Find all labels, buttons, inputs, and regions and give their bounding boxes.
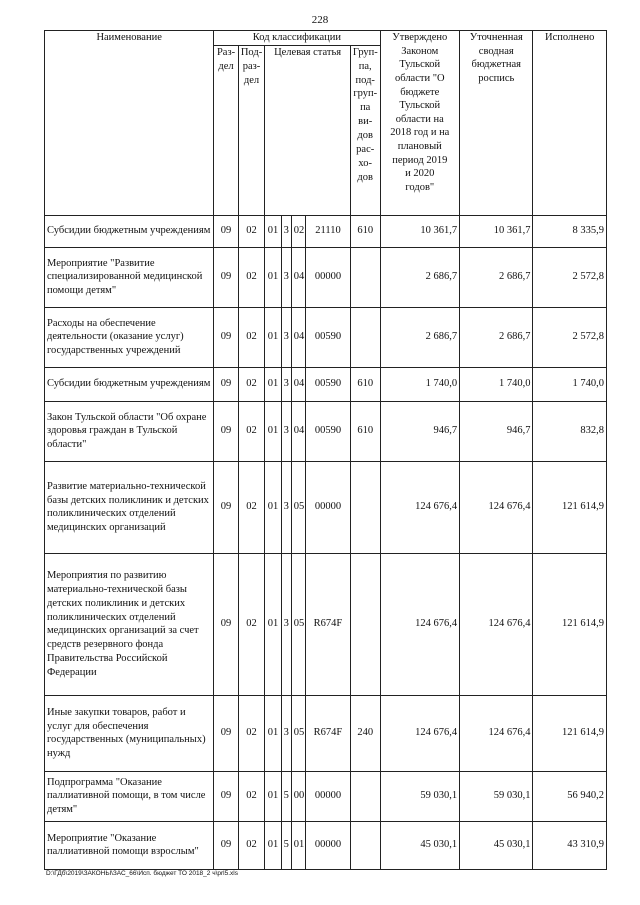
row-executed: 1 740,0: [533, 367, 607, 401]
row-executed: 2 572,8: [533, 307, 607, 367]
row-code-2: 3: [281, 695, 291, 771]
table-row: [45, 247, 607, 307]
row-group: 610: [350, 401, 380, 461]
row-refined: 124 676,4: [460, 553, 533, 695]
row-approved: 1 740,0: [380, 367, 460, 401]
row-approved: 124 676,4: [380, 461, 460, 553]
footer-file-path: D:\ГДб\2019\ЗАКОНЫ\ЗАС_66\Исп. бюджет ТО 2018_2 ч\prl5.xls: [46, 870, 238, 877]
row-refined: 2 686,7: [460, 247, 533, 307]
row-code-1: 01: [265, 307, 281, 367]
header-target-article: Целевая статья: [265, 45, 351, 215]
row-code-1: 01: [265, 461, 281, 553]
row-refined: 2 686,7: [460, 307, 533, 367]
row-subsection: 02: [238, 695, 265, 771]
row-code-2: 3: [281, 367, 291, 401]
row-approved: 2 686,7: [380, 247, 460, 307]
row-section: 09: [214, 553, 238, 695]
row-section: 09: [214, 401, 238, 461]
row-group: 240: [350, 695, 380, 771]
table-header: [45, 31, 607, 216]
row-section: 09: [214, 695, 238, 771]
row-code-1: 01: [265, 771, 281, 821]
table-row: [45, 215, 607, 247]
row-code-3: 04: [291, 367, 305, 401]
row-group: [350, 247, 380, 307]
row-refined: 10 361,7: [460, 215, 533, 247]
row-group: [350, 821, 380, 869]
row-code-2: 5: [281, 821, 291, 869]
row-code-2: 3: [281, 307, 291, 367]
row-refined: 1 740,0: [460, 367, 533, 401]
row-refined: 59 030,1: [460, 771, 533, 821]
row-code-4: 00590: [306, 367, 351, 401]
row-code-4: 00590: [306, 307, 351, 367]
row-approved: 10 361,7: [380, 215, 460, 247]
row-code-3: 02: [291, 215, 305, 247]
row-group: 610: [350, 367, 380, 401]
row-approved: 946,7: [380, 401, 460, 461]
row-code-2: 3: [281, 247, 291, 307]
table-body: [45, 215, 607, 869]
row-section: 09: [214, 771, 238, 821]
row-code-1: 01: [265, 695, 281, 771]
table-row: [45, 695, 607, 771]
header-name: Наименование: [45, 31, 214, 216]
table-row: [45, 771, 607, 821]
table-row: [45, 307, 607, 367]
header-refined: Уточненная сводная бюджетная роспись: [460, 31, 533, 216]
row-group: 610: [350, 215, 380, 247]
row-name: Расходы на обеспечение деятельности (оказание услуг) государственных учреждений: [45, 307, 214, 367]
row-group: [350, 307, 380, 367]
row-code-4: 00000: [306, 461, 351, 553]
row-code-4: 00000: [306, 247, 351, 307]
row-executed: 121 614,9: [533, 695, 607, 771]
row-name: Мероприятие "Развитие специализированной медицинской помощи детям": [45, 247, 214, 307]
row-refined: 124 676,4: [460, 695, 533, 771]
row-group: [350, 771, 380, 821]
row-executed: 2 572,8: [533, 247, 607, 307]
row-code-4: 00000: [306, 821, 351, 869]
row-subsection: 02: [238, 771, 265, 821]
table-row: [45, 821, 607, 869]
header-executed: Исполнено: [533, 31, 607, 216]
row-code-4: R674F: [306, 553, 351, 695]
row-executed: 8 335,9: [533, 215, 607, 247]
row-code-1: 01: [265, 821, 281, 869]
row-subsection: 02: [238, 367, 265, 401]
row-executed: 832,8: [533, 401, 607, 461]
row-code-2: 3: [281, 553, 291, 695]
header-classification: Код классификации: [214, 31, 380, 46]
row-section: 09: [214, 307, 238, 367]
row-code-3: 04: [291, 247, 305, 307]
row-section: 09: [214, 821, 238, 869]
header-subsection: Под- раз- дел: [238, 45, 265, 215]
table-row: [45, 367, 607, 401]
table-row: [45, 401, 607, 461]
row-subsection: 02: [238, 307, 265, 367]
row-name: Закон Тульской области "Об охране здоровья граждан в Тульской области": [45, 401, 214, 461]
row-refined: 124 676,4: [460, 461, 533, 553]
row-executed: 121 614,9: [533, 461, 607, 553]
row-subsection: 02: [238, 461, 265, 553]
header-section: Раз- дел: [214, 45, 238, 215]
row-section: 09: [214, 247, 238, 307]
row-section: 09: [214, 367, 238, 401]
row-code-3: 05: [291, 695, 305, 771]
table-row: [45, 553, 607, 695]
row-code-1: 01: [265, 367, 281, 401]
row-section: 09: [214, 461, 238, 553]
row-code-1: 01: [265, 401, 281, 461]
row-approved: 2 686,7: [380, 307, 460, 367]
row-code-2: 5: [281, 771, 291, 821]
row-name: Субсидии бюджетным учреждениям: [45, 367, 214, 401]
row-executed: 43 310,9: [533, 821, 607, 869]
row-name: Развитие материально-технической базы детских поликлиник и детских поликлинических отделений медицинских организаций: [45, 461, 214, 553]
header-approved: Утверждено Законом Тульской области "О бюджете Тульской области на 2018 год и на плановый период 2019 и 2020 годов": [380, 31, 460, 216]
row-subsection: 02: [238, 215, 265, 247]
row-group: [350, 553, 380, 695]
row-code-1: 01: [265, 247, 281, 307]
header-expense-group: Груп- па, под- груп- па ви- дов рас- хо- дов: [350, 45, 380, 215]
row-code-2: 3: [281, 215, 291, 247]
row-refined: 946,7: [460, 401, 533, 461]
budget-table: [44, 30, 607, 870]
row-subsection: 02: [238, 247, 265, 307]
row-code-3: 05: [291, 461, 305, 553]
row-approved: 45 030,1: [380, 821, 460, 869]
row-section: 09: [214, 215, 238, 247]
row-code-1: 01: [265, 553, 281, 695]
row-refined: 45 030,1: [460, 821, 533, 869]
row-code-1: 01: [265, 215, 281, 247]
row-name: Мероприятия по развитию материально-технической базы детских поликлиник и детских поликлинических отделений медицинских организаций за счет средств резервного фонда Правительства Российской Федерации: [45, 553, 214, 695]
row-approved: 124 676,4: [380, 695, 460, 771]
row-code-3: 05: [291, 553, 305, 695]
row-group: [350, 461, 380, 553]
row-code-3: 04: [291, 307, 305, 367]
row-code-4: 00590: [306, 401, 351, 461]
row-executed: 56 940,2: [533, 771, 607, 821]
row-approved: 124 676,4: [380, 553, 460, 695]
row-name: Субсидии бюджетным учреждениям: [45, 215, 214, 247]
row-subsection: 02: [238, 821, 265, 869]
row-name: Мероприятие "Оказание паллиативной помощи взрослым": [45, 821, 214, 869]
row-subsection: 02: [238, 553, 265, 695]
row-code-4: R674F: [306, 695, 351, 771]
row-code-2: 3: [281, 461, 291, 553]
row-approved: 59 030,1: [380, 771, 460, 821]
row-executed: 121 614,9: [533, 553, 607, 695]
row-code-3: 00: [291, 771, 305, 821]
row-code-3: 04: [291, 401, 305, 461]
row-code-2: 3: [281, 401, 291, 461]
row-name: Иные закупки товаров, работ и услуг для обеспечения государственных (муниципальных) нужд: [45, 695, 214, 771]
table-row: [45, 461, 607, 553]
row-code-3: 01: [291, 821, 305, 869]
page-number: 228: [311, 14, 329, 26]
row-code-4: 21110: [306, 215, 351, 247]
row-subsection: 02: [238, 401, 265, 461]
row-code-4: 00000: [306, 771, 351, 821]
row-name: Подпрограмма "Оказание паллиативной помощи, в том числе детям": [45, 771, 214, 821]
